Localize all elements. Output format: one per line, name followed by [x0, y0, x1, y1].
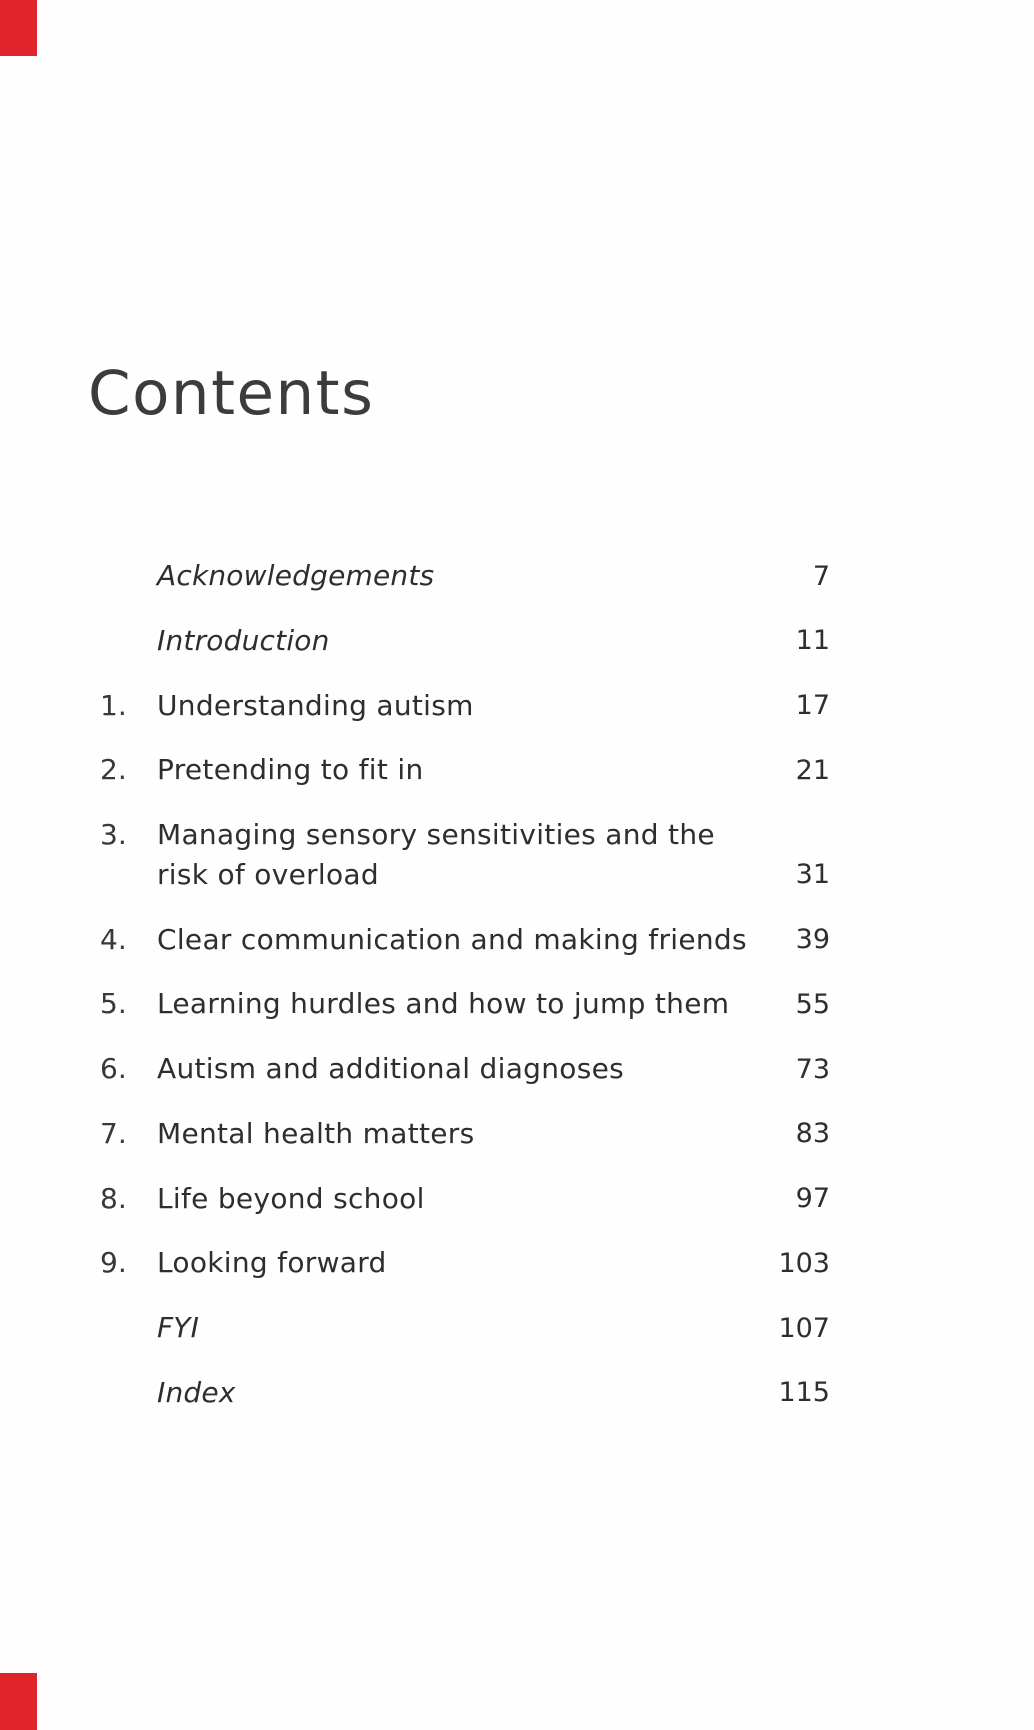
- toc-entry-page: 11: [795, 625, 830, 657]
- toc-entry-title: Introduction: [157, 623, 330, 657]
- toc-entry-number: 2.: [100, 753, 127, 787]
- toc-entry: [100, 1308, 830, 1348]
- toc-entry-title: Looking forward: [157, 1246, 387, 1280]
- toc-entry: [100, 1114, 830, 1154]
- toc-entry-title: Learning hurdles and how to jump them: [157, 987, 730, 1021]
- toc-entry-page: 7: [812, 560, 830, 592]
- toc-entry-page: 83: [795, 1118, 830, 1150]
- toc-entry: [100, 1373, 830, 1413]
- toc-entry-title: Understanding autism: [157, 688, 474, 722]
- toc-entry-number: 5.: [100, 987, 127, 1021]
- toc-entry-page: 55: [795, 988, 830, 1020]
- toc-entry: [100, 750, 830, 790]
- toc-entry-number: 1.: [100, 688, 127, 722]
- red-bookmark-top: [0, 0, 37, 56]
- toc-entry-title: Life beyond school: [157, 1181, 425, 1215]
- toc-entry-number: 3.: [100, 818, 127, 851]
- toc-entry-title: Autism and additional diagnoses: [157, 1052, 625, 1085]
- toc-entry: [100, 920, 830, 960]
- toc-entry-title: Managing sensory sensitivities and the risk of overload: [157, 818, 715, 891]
- toc-entry: [100, 1179, 830, 1219]
- toc-entry-number: 8.: [100, 1181, 127, 1215]
- toc-entry: [100, 686, 830, 726]
- toc-entry-number: 4.: [100, 922, 127, 956]
- toc-entry-number: 7.: [100, 1116, 127, 1150]
- toc-entry-title: Clear communication and making friends: [157, 922, 747, 956]
- red-bookmark-bottom: [0, 1673, 37, 1730]
- toc-entry-title: Acknowledgements: [157, 559, 435, 592]
- toc-entry-title: Index: [157, 1375, 236, 1409]
- toc-entry-page: 39: [795, 924, 830, 956]
- toc-entry: [100, 556, 830, 596]
- toc-entry-page: 73: [795, 1053, 830, 1085]
- page-title: Contents: [88, 358, 375, 429]
- toc-entry-page: 31: [795, 859, 830, 891]
- toc-entry-page: 103: [778, 1247, 830, 1279]
- toc-entry: [100, 621, 830, 661]
- toc-entry-title: Pretending to fit in: [157, 753, 424, 787]
- toc-entry: [100, 984, 830, 1024]
- toc-entry: [100, 1049, 830, 1089]
- toc-entry-number: 6.: [100, 1052, 127, 1085]
- toc-list: [100, 556, 830, 1438]
- toc-entry-title: FYI: [157, 1311, 200, 1344]
- toc-entry-page: 17: [795, 690, 830, 722]
- toc-entry: [100, 1243, 830, 1283]
- toc-entry-page: 115: [778, 1377, 830, 1409]
- toc-entry-number: 9.: [100, 1246, 127, 1280]
- toc-entry: [100, 815, 830, 895]
- toc-entry-page: 107: [778, 1312, 830, 1344]
- toc-entry-page: 21: [795, 754, 830, 786]
- toc-entry-page: 97: [795, 1183, 830, 1215]
- toc-entry-title: Mental health matters: [157, 1116, 475, 1150]
